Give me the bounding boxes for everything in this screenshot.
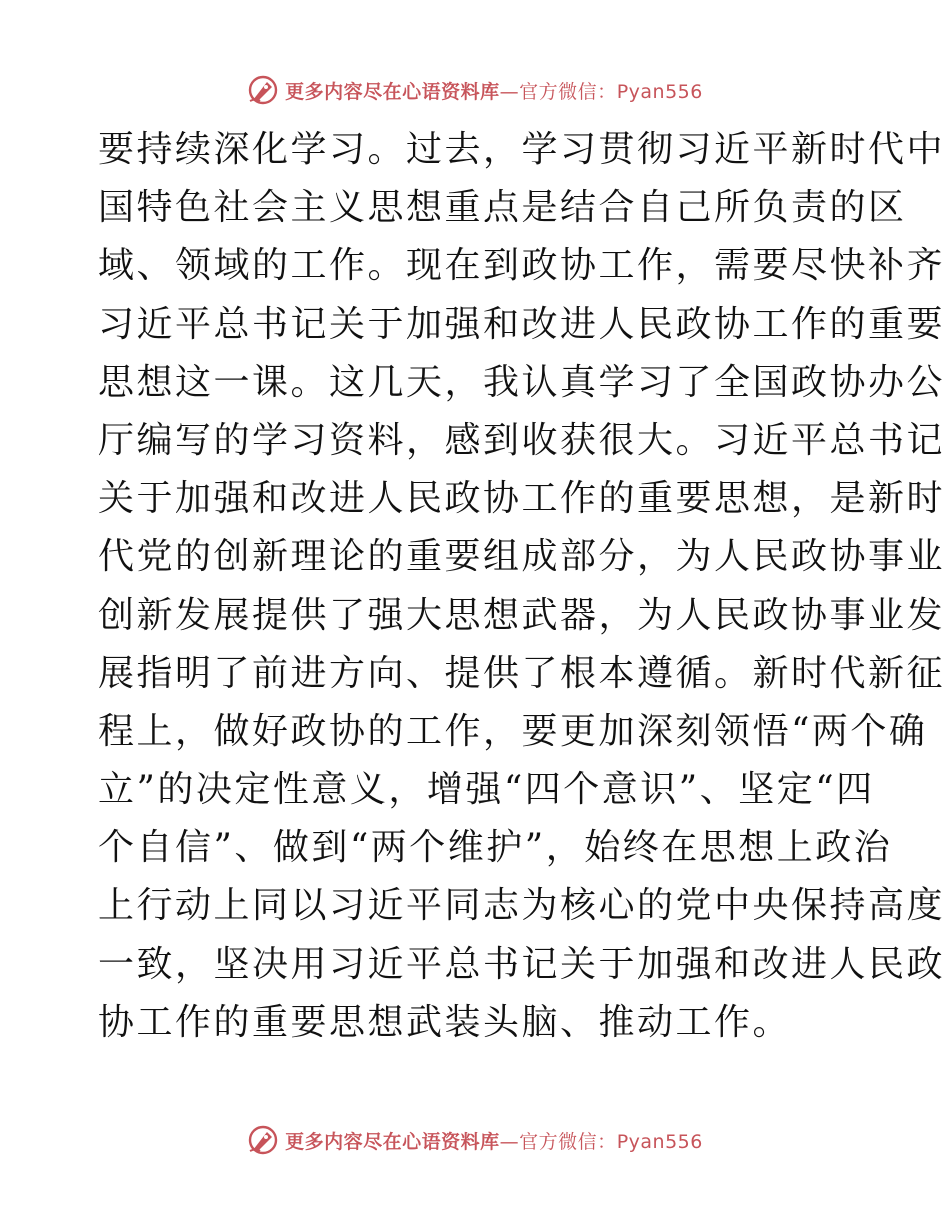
- text-line: 个自信”、做到“两个维护”，始终在思想上政治: [98, 827, 893, 869]
- text-line: 厅编写的学习资料，感到收获很大。习近平总书记: [98, 419, 946, 461]
- text-line: 立”的决定性意义，增强“四个意识”、坚定“四: [98, 769, 875, 811]
- text-line: 思想这一课。这几天，我认真学习了全国政协办公: [98, 361, 946, 403]
- text-line: 上行动上同以习近平同志为核心的党中央保持高度: [98, 885, 946, 927]
- text-line: 创新发展提供了强大思想武器，为人民政协事业发: [98, 594, 946, 636]
- text-line: 一致，坚决用习近平总书记关于加强和改进人民政: [98, 943, 946, 985]
- footer-banner: [0, 1120, 950, 1160]
- text-line: 协工作的重要思想武装头脑、推动工作。: [98, 1001, 792, 1043]
- banner-separator: —: [499, 80, 520, 103]
- banner-wechat-id: Pyan556: [616, 80, 703, 103]
- banner-title: 更多内容尽在心语资料库: [285, 1130, 500, 1153]
- pen-nib-logo-icon: [247, 74, 279, 106]
- banner-separator: —: [499, 1130, 520, 1153]
- banner-title: 更多内容尽在心语资料库: [285, 80, 500, 103]
- banner-text: [285, 1127, 703, 1154]
- pen-nib-logo-icon: [247, 1124, 279, 1156]
- header-banner: [0, 70, 950, 110]
- text-line: 代党的创新理论的重要组成部分，为人民政协事业: [98, 536, 946, 578]
- banner-wechat-label: 官方微信：: [519, 1130, 617, 1153]
- banner-wechat-label: 官方微信：: [519, 80, 617, 103]
- text-line: 关于加强和改进人民政协工作的重要思想，是新时: [98, 478, 946, 520]
- text-line: 程上，做好政协的工作，要更加深刻领悟“两个确: [98, 710, 928, 752]
- banner-text: [285, 77, 703, 104]
- text-line: 国特色社会主义思想重点是结合自己所负责的区: [98, 187, 907, 229]
- text-line: 域、领域的工作。现在到政协工作，需要尽快补齐: [98, 245, 946, 287]
- text-line: 展指明了前进方向、提供了根本遵循。新时代新征: [98, 652, 946, 694]
- text-line: 要持续深化学习。过去，学习贯彻习近平新时代中: [98, 129, 946, 170]
- text-line: 习近平总书记关于加强和改进人民政协工作的重要: [98, 303, 946, 345]
- banner-wechat-id: Pyan556: [616, 1130, 703, 1153]
- document-body: [98, 121, 946, 1052]
